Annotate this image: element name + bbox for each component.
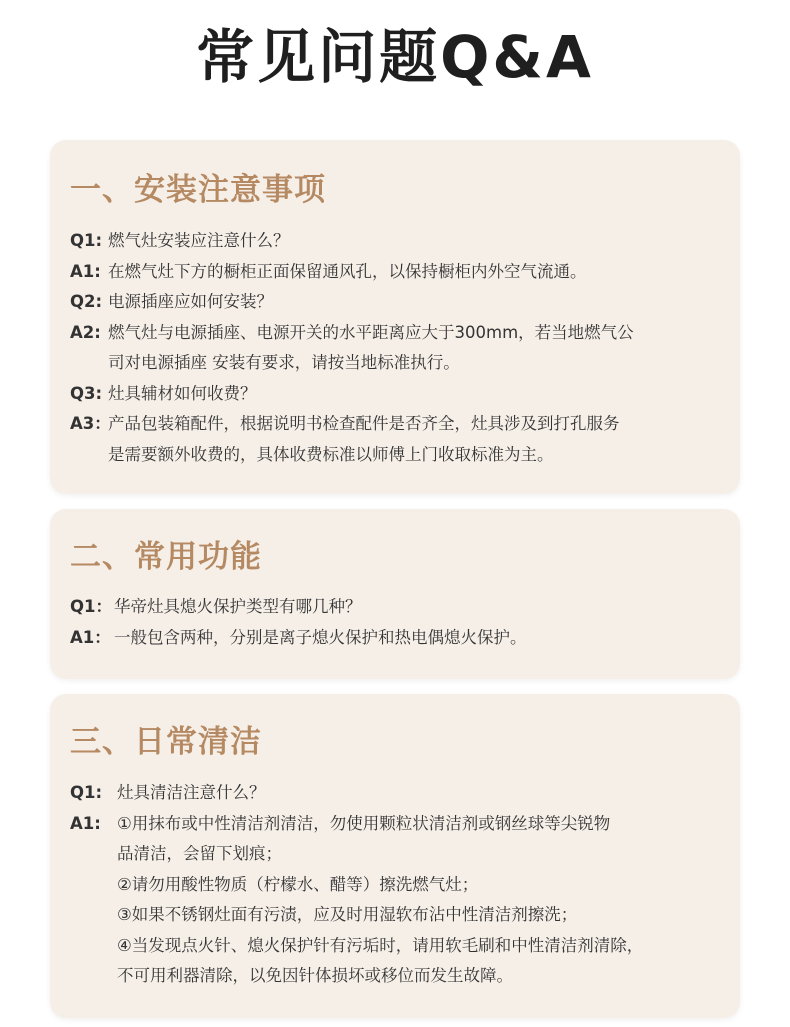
- qa-item: [70, 318, 730, 379]
- answer-text: 产品包装箱配件，根据说明书检查配件是否齐全，灶具涉及到打孔服务: [108, 414, 620, 433]
- answer-label: A2:: [70, 322, 101, 342]
- answer-text: ①用抹布或中性清洁剂清洁，勿使用颗粒状清洁剂或钢丝球等尖锐物: [117, 813, 611, 833]
- qa-item: [70, 379, 730, 410]
- section-title: 三、日常清洁: [70, 724, 262, 760]
- qa-item: [70, 226, 730, 257]
- question-label: Q3:: [70, 383, 103, 403]
- question-label: Q1:: [70, 783, 103, 802]
- qa-item: [70, 409, 730, 470]
- answer-text: 是需要额外收费的，具体收费标准以师傅上门收取标准为主。: [108, 444, 554, 464]
- answer-text: ③如果不锈钢灶面有污渍，应及时用湿软布沾中性清洁剂擦洗；: [117, 905, 578, 924]
- answer-text: 品清洁，会留下划痕；: [117, 844, 282, 863]
- question-text: 灶具清洁注意什么？: [117, 783, 266, 802]
- qa-item: [70, 592, 730, 623]
- question-label: Q1：: [70, 597, 113, 616]
- qa-list: [70, 226, 730, 470]
- answer-text: 司对电源插座 安装有要求，请按当地标准执行。: [108, 353, 460, 372]
- qa-item: [70, 287, 730, 318]
- answer-label: A1：: [70, 627, 111, 647]
- answer-text: ②请勿用酸性物质（柠檬水、醋等）擦洗燃气灶；: [117, 874, 479, 894]
- question-text: 电源插座应如何安装？: [108, 292, 273, 311]
- question-label: Q2:: [70, 292, 103, 311]
- question-label: Q1:: [70, 231, 103, 250]
- question-text: 灶具辅材如何收费？: [108, 383, 257, 403]
- qa-item: [70, 257, 730, 288]
- answer-text: 一般包含两种，分别是离子熄火保护和热电偶熄火保护。: [114, 627, 527, 647]
- section-card-installation: [50, 140, 740, 494]
- qa-item: [70, 809, 730, 992]
- answer-label: A1:: [70, 813, 101, 833]
- question-text: 华帝灶具熄火保护类型有哪几种？: [114, 597, 362, 616]
- question-text: 燃气灶安装应注意什么？: [108, 231, 290, 250]
- answer-text: 在燃气灶下方的橱柜正面保留通风孔，以保持橱柜内外空气流通。: [108, 261, 587, 281]
- answer-text: 不可用利器清除，以免因针体损坏或移位而发生故障。: [117, 966, 513, 985]
- qa-item: [70, 778, 730, 809]
- qa-list: [70, 592, 730, 653]
- section-card-functions: [50, 509, 740, 679]
- section-card-cleaning: [50, 694, 740, 1018]
- answer-label: A3：: [70, 414, 111, 433]
- answer-label: A1:: [70, 261, 101, 281]
- section-title: 二、常用功能: [70, 539, 262, 575]
- answer-text: 燃气灶与电源插座、电源开关的水平距离应大于300mm，若当地燃气公: [108, 322, 634, 342]
- qa-list: [70, 778, 730, 992]
- page-title: 常见问题Q&A: [196, 23, 594, 91]
- qa-item: [70, 623, 730, 654]
- answer-text: ④当发现点火针、熄火保护针有污垢时，请用软毛刷和中性清洁剂清除，: [117, 935, 644, 955]
- section-title: 一、安装注意事项: [70, 172, 326, 208]
